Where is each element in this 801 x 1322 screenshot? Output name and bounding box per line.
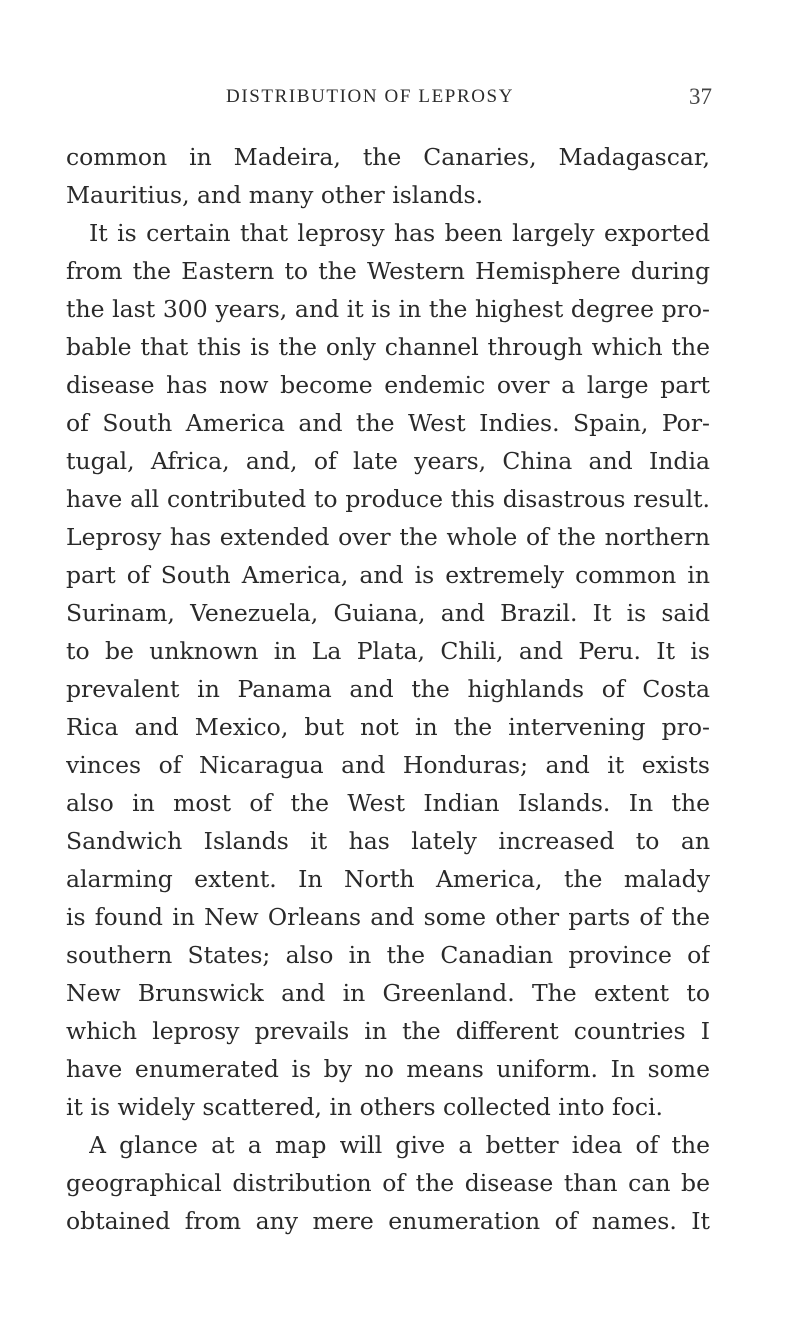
text-line: southern States; also in the Canadian province of [66, 941, 710, 969]
text-line: prevalent in Panama and the highlands of Costa [66, 675, 710, 703]
text-line: geographical distribution of the disease than can be [66, 1169, 710, 1197]
text-line: is found in New Orleans and some other parts of the [66, 903, 710, 931]
text-line: part of South America, and is extremely common in [66, 561, 710, 589]
text-line: alarming extent. In North America, the malady [66, 865, 710, 893]
text-line: obtained from any mere enumeration of names. It [66, 1207, 710, 1235]
text-line: from the Eastern to the Western Hemisphere during [66, 257, 710, 285]
text-line: Surinam, Venezuela, Guiana, and Brazil. It is said [66, 599, 710, 627]
text-line: New Brunswick and in Greenland. The extent to [66, 979, 710, 1007]
text-line: Leprosy has extended over the whole of the northern [66, 523, 710, 551]
page-number: 37 [689, 84, 712, 109]
paragraph-first-line: It is certain that leprosy has been largely exported [89, 219, 710, 247]
text-line: it is widely scattered, in others collected into foci. [66, 1093, 663, 1121]
text-line: have enumerated is by no means uniform. In some [66, 1055, 710, 1083]
text-line: vinces of Nicaragua and Honduras; and it exists [66, 751, 710, 779]
text-line: bable that this is the only channel through which the [66, 333, 710, 361]
text-line: Mauritius, and many other islands. [66, 181, 484, 209]
paragraph-first-line: A glance at a map will give a better idea of the [89, 1131, 710, 1159]
text-line: disease has now become endemic over a large part [66, 371, 710, 399]
running-head [226, 86, 712, 116]
text-line: tugal, Africa, and, of late years, China and India [66, 447, 710, 475]
text-line: to be unknown in La Plata, Chili, and Peru. It is [66, 637, 710, 665]
running-title: DISTRIBUTION OF LEPROSY [226, 86, 515, 107]
text-line: common in Madeira, the Canaries, Madagascar, [66, 143, 710, 171]
text-line: which leprosy prevails in the different countries I [66, 1017, 710, 1045]
text-line: Sandwich Islands it has lately increased to an [66, 827, 710, 855]
text-line: also in most of the West Indian Islands. In the [66, 789, 710, 817]
text-line: the last 300 years, and it is in the highest degree pro- [66, 295, 710, 323]
text-line: of South America and the West Indies. Spain, Por- [66, 409, 710, 437]
text-line: Rica and Mexico, but not in the intervening pro- [66, 713, 710, 741]
text-line: have all contributed to produce this disastrous result. [66, 485, 710, 513]
